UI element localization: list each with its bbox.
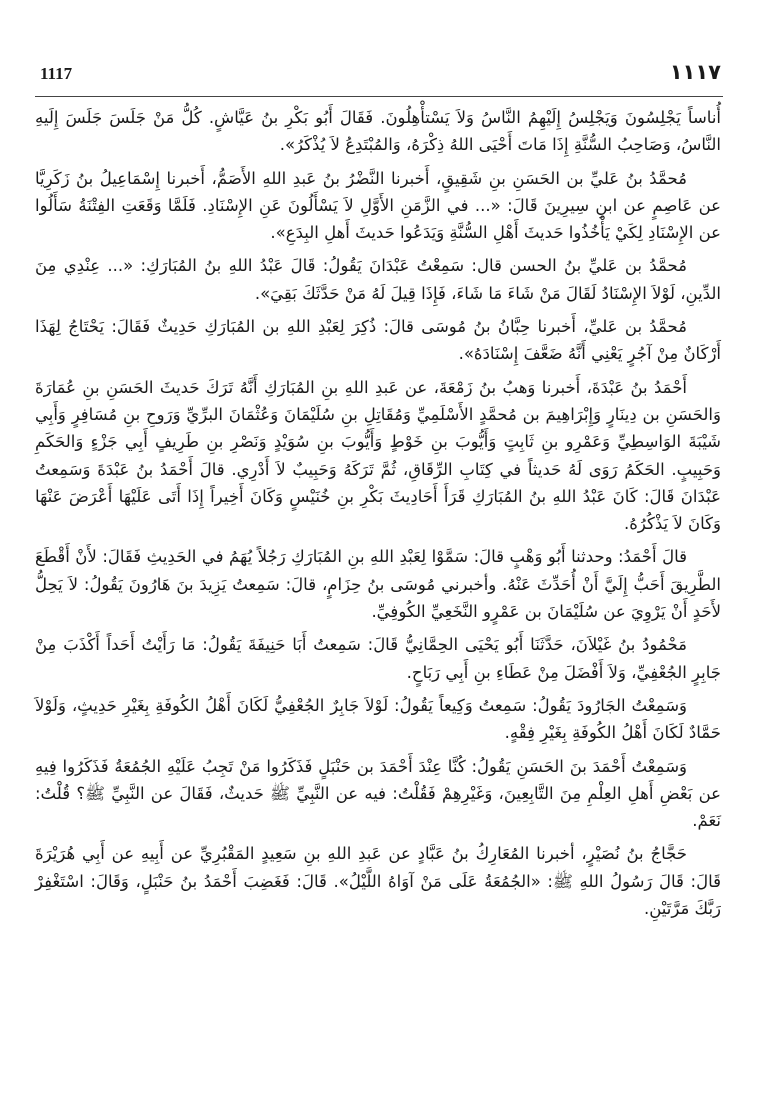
page-number-arabic: ١١١٧ (669, 60, 721, 84)
paragraph-1: أُناساً يَجْلِسُونَ وَيَجْلِسُ إِلَيْهِمُ النَّاسُ وَلاَ يَسْتأْهِلُونَ. فَقَالَ أَبُو بَكْرِ بنُ عَيَّاشٍ. كُلُّ مَنْ جَلَسَ جَلَسَ إِلَيهِ النَّاسُ، وَصَاحِبُ السُّنَّةِ إِذَا مَاتَ أَحْيَى اللهُ ذِكْرَهُ، وَالمُبْتَدِعُ لاَ يُذْكَرُ». (35, 108, 721, 155)
paragraph-10: حَجَّاجُ بنُ نُصَيْرٍ، أخبرنا المُعَارِكُ بنُ عَبَّادٍ عن عَبدِ اللهِ بنِ سَعِيدٍ المَقْبُرِيِّ عن أَبِيهِ عن أَبِي هُرَيْرَةَ قَالَ: قَالَ رَسُولُ اللهِ ﷺ: «الجُمُعَةُ عَلَى مَنْ آوَاهُ اللَّيْلُ». قَالَ: فَغَضِبَ أَحْمَدُ بنُ حَنْبَلٍ، وَقَالَ: اسْتَغْفِرْ رَبَّكَ مَرَّتَيْنِ. (35, 844, 721, 919)
paragraph-8: وَسَمِعْتُ الجَارُودَ يَقُولُ: سَمِعتُ وَكِيعاً يَقُولُ: لَوْلاَ جَابِرٌ الجُعْفِيُّ لَكَانَ أَهْلُ الكُوفَةِ بِغَيْرِ حَدِيثٍ، وَلَوْلاَ حَمَّادٌ لَكَانَ أَهْلُ الكُوفَةِ بِغَيْرِ فِقْهٍ. (35, 695, 721, 743)
body-text (35, 104, 721, 928)
paragraph-6: قالَ أَحْمَدُ: وحدثنا أَبُو وَهْبٍ قالَ: سَمَّوْا لِعَبْدِ اللهِ بنِ المُبَارَكِ رَجُلاً يُهَمُ في الحَدِيثِ فَقَالَ: لأَنْ أَقْطَعَ الطَّرِيقَ أَحَبُّ إِلَيَّ أَنْ أُحَدِّثَ عَنْهُ. وأخبرني مُوسَى بنُ حِزَامٍ، قالَ: سَمِعتُ يَزِيدَ بنَ هَارُونَ يَقُولُ: لاَ يَحِلُّ لأَحَدٍ أَنْ يَرْوِيَ عن سُلَيْمَانَ بن عَمْرٍو النَّخَعِيِّ الكُوفِيِّ. (35, 547, 721, 622)
page-header (40, 60, 721, 94)
paragraph-7: مَحْمُودُ بنُ غَيْلاَنَ، حَدَّثَنَا أَبُو يَحْيَى الحِمَّانِيُّ قَالَ: سَمِعتُ أَبَا حَنِيفَةَ يَقُولُ: مَا رَأَيْتُ أَحَداً أَكْذَبَ مِنْ جَابِرٍ الجُعْفِيِّ، وَلاَ أَفْضَلَ مِنْ عَطَاءِ بنِ أَبِي رَبَاحٍ. (35, 635, 721, 682)
paragraph-5: أَحْمَدُ بنُ عَبْدَةَ، أَخبرنا وَهبُ بنُ زَمْعَةَ، عن عَبدِ اللهِ بنِ المُبَارَكِ أَنَّهُ تَرَكَ حَديثَ الحَسَنِ بنِ عُمَارَةَ وَالحَسَنِ بن دِينَارٍ وَإِبْرَاهِيمَ بن مُحمَّدٍ الأَسْلَمِيِّ وَمُقَاتِلِ بنِ سُلَيْمَانَ وَعُثْمَانَ البرِّيِّ وَرَوحِ بنِ مُسَافِرٍ وَأَبِي شَيْبَةَ الوَاسِطِيِّ وَعَمْرِو بنِ ثَابِتٍ وَأَيُّوبَ بنِ خَوْطٍ وَأَيُّوبَ بنِ سُوَيْدٍ وَنَصْرِ بنِ طَرِيفٍ أَبِي جَزْءٍ وَالحَكَمِ وَحَبِيبٍ. الحَكَمُ رَوَى لَهُ حَديثاً في كِتَابِ الرِّقَاقِ، ثُمَّ تَرَكَهُ وَحَبِيبٌ لاَ أَدْرِي. قالَ أَحْمَدُ بنُ عَبْدَةَ وَسَمِعتُ عَبْدَانَ قَالَ: كَانَ عَبْدُ اللهِ بنُ المُبَارَكِ قَرَأَ أَحَادِيثَ بَكْرِ بنِ خُنَيْسٍ وَكَانَ أَخِيراً إِذَا أَتَى عَلَيْهَا أَعْرَضَ عَنْهَا وَكَانَ لاَ يَذْكُرُهُ. (35, 377, 721, 534)
paragraph-2: مُحمَّدُ بنُ عَليِّ بن الحَسَنِ بنِ شَقِيقٍ، أَخبرنا النَّضْرُ بنُ عَبدِ اللهِ الأَصَمُّ، أَخبرنا إِسْمَاعِيلُ بنُ زَكَرِيَّا عن عَاصِمٍ عن ابنِ سِيرِينَ قَالَ: «... في الزَّمَنِ الأَوَّلِ لاَ يَسْأَلُونَ عَنِ الإِسْنَادِ. فَلَمَّا وَقَعَتِ الفِتْنَةُ سَأَلُوا عن الإِسْنَادِ لِكَيْ يَأْخُذُوا حَديثَ أَهْلِ السُّنَّةِ وَيَدَعُوا حَديثَ أَهلِ البِدَعِ». (35, 168, 721, 243)
paragraph-9: وَسَمِعْتُ أَحْمَدَ بنَ الحَسَنِ يَقُولُ: كُنَّا عِنْدَ أَحْمَدَ بن حَنْبَلٍ فَذَكَرُوا مَنْ تَجِبُ عَلَيْهِ الجُمُعَةُ فَذَكَرُوا فِيهِ عن بَعْضِ أَهلِ العِلْمِ مِنَ التَّابِعِينَ، وَغَيْرِهِمْ فَقُلْتُ: فيه عن النَّبِيِّ ﷺ حَديثٌ، فَقَالَ عن النَّبِيِّ ﷺ؟ قُلْتُ: نَعَمْ. (35, 756, 721, 831)
paragraph-3: مُحمَّدُ بن عَليِّ بنُ الحسن قال: سَمِعْتُ عَبْدَانَ يَقُولُ: قَالَ عَبْدُ اللهِ بنُ المُبَارَكِ: «... عِنْدِي مِنَ الدِّينِ، لَوْلاَ الإِسْنَادُ لَقَالَ مَنْ شَاءَ مَا شَاءَ، فَإِذَا قِيلَ لَهُ مَنْ حَدَّثَكَ بَقِيَ». (35, 256, 721, 303)
page-number-latin: 1117 (40, 64, 73, 83)
header-rule (35, 96, 723, 97)
paragraph-4: مُحمَّدُ بن عَليِّ، أَخبرنا حِبَّانُ بنُ مُوسَى قالَ: ذُكِرَ لِعَبْدِ اللهِ بن المُبَارَكِ حَدِيثٌ فَقَالَ: يَحْتَاجُ لِهَذَا أَرْكَانٌ مِنْ آجُرٍ يَعْنِي أَنَّهُ ضَعَّفَ إِسْنَادَهُ». (35, 317, 721, 364)
